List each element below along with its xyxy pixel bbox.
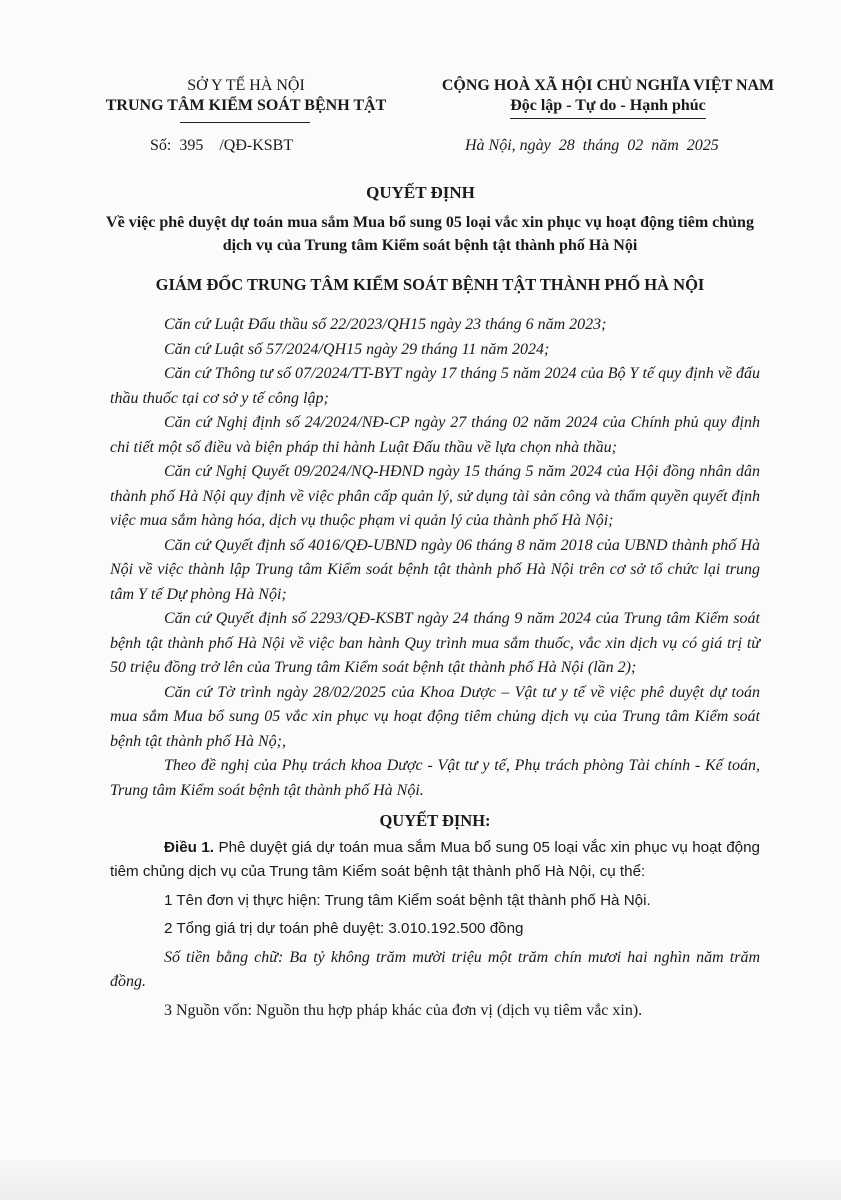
item-unit: 1 Tên đơn vị thực hiện: Trung tâm Kiểm soát bệnh tật thành phố Hà Nội. [164,891,651,909]
agency-parent: SỞ Y TẾ HÀ NỘI [187,77,305,94]
legal-basis: Căn cứ Tờ trình ngày 28/02/2025 của Khoa Dược – Vật tư y tế về việc phê duyệt dự toán mua sắm Mua bổ sung 05 vắc xin phục vụ hoạt động tiêm chủng dịch vụ của Trung tâm Kiểm soát bệnh tật thành phố Hà Nộ;, [110,683,760,750]
legal-basis: Căn cứ Luật Đấu thầu số 22/2023/QH15 ngày 23 tháng 6 năm 2023; [164,316,607,333]
legal-basis: Căn cứ Quyết định số 2293/QĐ-KSBT ngày 24 tháng 9 năm 2024 của Trung tâm Kiểm soát bệnh tật thành phố Hà Nội về việc ban hành Quy trình mua sắm thuốc, vắc xin dịch vụ có giá trị từ 50 triệu đồng trở lên của Trung tâm Kiểm soát bệnh tật thành phố Hà Nội (lần 2); [110,610,760,676]
item-funding-source: 3 Nguồn vốn: Nguồn thu hợp pháp khác của đơn vị (dịch vụ tiêm vắc xin). [164,1001,643,1019]
document-title: QUYẾT ĐỊNH [366,183,475,202]
article-1 [110,836,760,885]
document-number: Số: 395 /QĐ-KSBT [150,137,294,154]
decision-heading: QUYẾT ĐỊNH: [379,811,491,830]
legal-basis: Căn cứ Luật số 57/2024/QH15 ngày 29 tháng 11 năm 2024; [164,340,550,358]
proposal-basis: Theo đề nghị của Phụ trách khoa Dược - Vật tư y tế, Phụ trách phòng Tài chính - Kế toán, Trung tâm Kiểm soát bệnh tật thành phố Hà Nội. [110,757,760,799]
article-1-text: Phê duyệt giá dự toán mua sắm Mua bổ sung 05 loại vắc xin phục vụ hoạt động tiêm chủng dịch vụ của Trung tâm Kiểm soát bệnh tật thành phố Hà Nội, cụ thể: [110,838,760,880]
document-subtitle: Về việc phê duyệt dự toán mua sắm Mua bổ sung 05 loại vắc xin phục vụ hoạt động tiêm chủng dịch vụ của Trung tâm Kiểm soát bệnh tật thành phố Hà Nội [106,214,754,254]
document-date: Hà Nội, ngày 28 tháng 02 năm 2025 [465,137,719,154]
legal-basis: Căn cứ Nghị Quyết 09/2024/NQ-HĐND ngày 15 tháng 5 năm 2024 của Hội đồng nhân dân thành phố Hà Nội quy định về việc phân cấp quản lý, sử dụng tài sản công và thẩm quyền quyết định việc mua sắm hàng hóa, dịch vụ thuộc phạm vi quản lý của thành phố Hà Nội; [110,463,760,529]
issuing-agency [96,76,396,116]
country-name: CỘNG HOÀ XÃ HỘI CHỦ NGHĨA VIỆT NAM [441,77,775,94]
item-total-value: 2 Tổng giá trị dự toán phê duyệt: 3.010.192.500 đồng [164,920,524,937]
legal-basis: Căn cứ Nghị định số 24/2024/NĐ-CP ngày 27 tháng 02 năm 2024 của Chính phủ quy định chi tiết một số điều và biện pháp thi hành Luật Đấu thầu về lựa chọn nhà thầu; [110,414,760,456]
document-body [110,313,760,1023]
legal-basis: Căn cứ Quyết định số 4016/QĐ-UBND ngày 06 tháng 8 năm 2018 của UBND thành phố Hà Nội về việc thành lập Trung tâm Kiểm soát bệnh tật thành phố Hà Nội trên cơ sở tổ chức lại trung tâm Y tế Dự phòng Hà Nội; [110,536,760,603]
item-amount-words: Số tiền bằng chữ: Ba tỷ không trăm mười triệu một trăm chín mươi hai nghìn năm trăm đồng. [110,948,760,990]
agency-underline [180,122,310,123]
issuer-heading: GIÁM ĐỐC TRUNG TÂM KIỂM SOÁT BỆNH TẬT THÀNH PHỐ HÀ NỘI [155,275,705,294]
agency-name: TRUNG TÂM KIỂM SOÁT BỆNH TẬT [105,97,387,114]
national-motto [418,76,798,119]
legal-basis: Căn cứ Thông tư số 07/2024/TT-BYT ngày 17 tháng 5 năm 2024 của Bộ Y tế quy định về đấu thầu thuốc tại cơ sở y tế công lập; [110,365,760,407]
article-1-label: Điều 1. [164,838,215,856]
page-bottom-shadow [0,1160,841,1200]
motto: Độc lập - Tự do - Hạnh phúc [510,96,706,119]
